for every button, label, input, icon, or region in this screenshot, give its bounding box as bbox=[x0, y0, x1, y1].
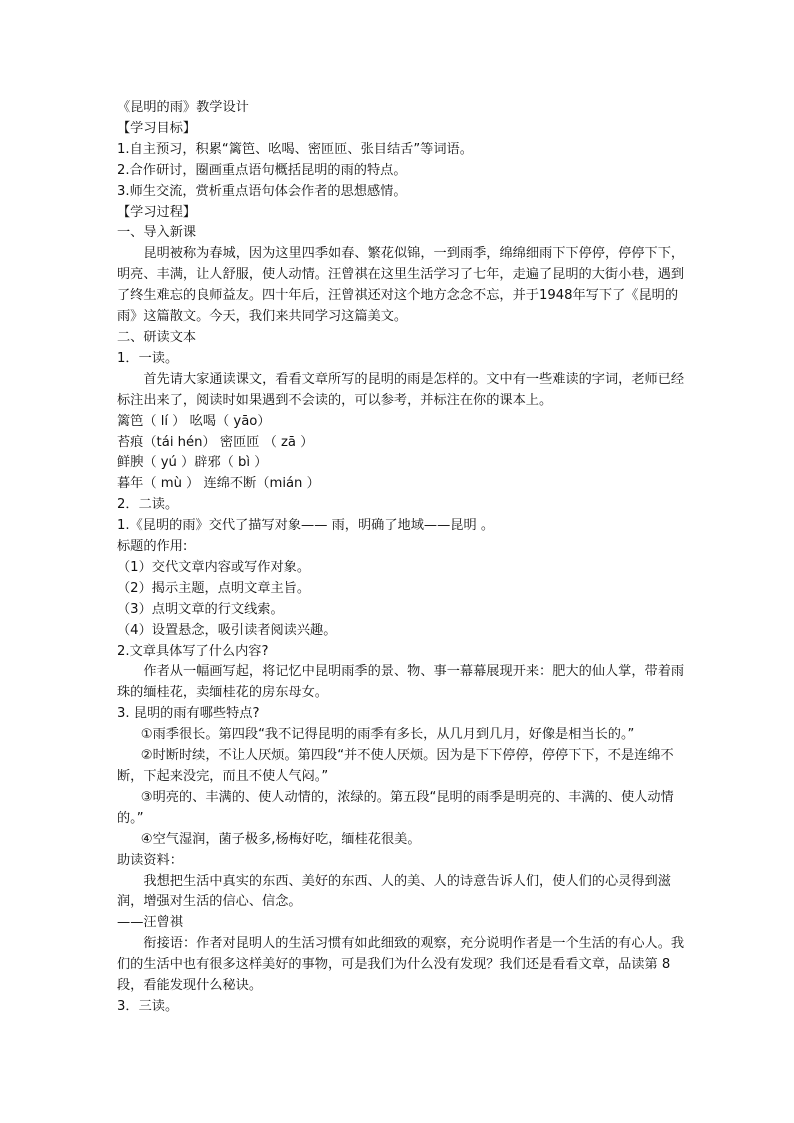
document-page bbox=[117, 98, 687, 1018]
process-heading: 【学习过程】 bbox=[117, 204, 197, 220]
section-heading: 一、导入新课 bbox=[117, 225, 197, 241]
title-role-item: （3）点明文章的行文线索。 bbox=[117, 601, 284, 617]
quote-author: ——汪曾祺 bbox=[117, 915, 183, 931]
question: 3. 昆明的雨有哪些特点? bbox=[117, 706, 260, 722]
title-role-item: （1）交代文章内容或写作对象。 bbox=[117, 559, 311, 575]
vocab-line: 鲜腴（ yú ）辟邪（ bì ） bbox=[117, 455, 268, 471]
answer-paragraph: 作者从一幅画写起，将记忆中昆明雨季的景、物、事一幕幕展现开来：肥大的仙人掌，带着雨珠的缅桂花，卖缅桂花的房东母女。 bbox=[117, 664, 685, 701]
step-heading: 2．二读。 bbox=[117, 497, 179, 513]
goal-item: 2.合作研讨，圈画重点语句概括昆明的雨的特点。 bbox=[117, 162, 407, 178]
vocab-line: 暮年（ mù ） 连绵不断（mián ） bbox=[117, 476, 320, 492]
aid-quote: 我想把生活中真实的东西、美好的东西、人的美、人的诗意告诉人们，使人们的心灵得到滋润，增强对生活的信心、信念。 bbox=[117, 873, 671, 910]
title-role-item: （2）揭示主题，点明文章主旨。 bbox=[117, 580, 311, 596]
vocab-line: 苔痕（tái hén） 密匝匝 （ zā ） bbox=[117, 434, 314, 450]
goals-heading: 【学习目标】 bbox=[117, 120, 197, 136]
question: 2.文章具体写了什么内容? bbox=[117, 643, 269, 659]
reading-paragraph: 首先请大家通读课文，看看文章所写的昆明的雨是怎样的。文中有一些难读的字词，老师已经标注出来了，阅读时如果遇到不会读的，可以参考，并标注在你的课本上。 bbox=[117, 371, 685, 408]
step-heading: 1．一读。 bbox=[117, 350, 179, 366]
feature-point: ④空气湿润，菌子极多,杨梅好吃，缅桂花很美。 bbox=[140, 831, 421, 847]
intro-paragraph: 昆明被称为春城，因为这里四季如春、繁花似锦，一到雨季，绵绵细雨下下停停，停停下下，明亮、丰满，让人舒服，使人动情。汪曾祺在这里生活学习了七年，走遍了昆明的大街小巷，遇到了终生难忘的良师益友。四十年后，汪曾祺还对这个地方念念不忘，并于1948年写下了《昆明的雨》这篇散文。今天，我们来共同学习这篇美文。 bbox=[117, 246, 685, 325]
feature-point: ③明亮的、丰满的、使人动情的，浓绿的。第五段“昆明的雨季是明亮的、丰满的、使人动情的。” bbox=[117, 789, 674, 826]
step-heading: 3．三读。 bbox=[117, 998, 179, 1014]
subheading: 标题的作用: bbox=[117, 539, 188, 555]
goal-item: 1.自主预习，积累“篱笆、吆喝、密匝匝、张目结舌”等词语。 bbox=[117, 141, 473, 157]
vocab-line: 篱笆（ lí ） 吆喝（ yāo） bbox=[117, 413, 271, 429]
question: 1.《昆明的雨》交代了描写对象—— 雨，明确了地域——昆明 。 bbox=[117, 518, 495, 534]
transition-paragraph: 衔接语：作者对昆明人的生活习惯有如此细致的观察，充分说明作者是一个生活的有心人。我们的生活中也有很多这样美好的事物，可是我们为什么没有发现？我们还是看看文章，品读第 8段，看能发现什么秘诀。 bbox=[117, 936, 685, 994]
goal-item: 3.师生交流，赏析重点语句体会作者的思想感情。 bbox=[117, 183, 407, 199]
subheading: 助读资料： bbox=[117, 852, 183, 868]
section-heading: 二、研读文本 bbox=[117, 329, 197, 345]
feature-point: ①雨季很长。第四段“我不记得昆明的雨季有多长，从几月到几月，好像是相当长的。” bbox=[140, 727, 635, 743]
title-role-item: （4）设置悬念，吸引读者阅读兴趣。 bbox=[117, 622, 337, 638]
document-title: 《昆明的雨》教学设计 bbox=[117, 100, 249, 115]
feature-point: ②时断时续，不让人厌烦。第四段“并不使人厌烦。因为是下下停停，停停下下，不是连绵不断，下起来没完，而且不使人气闷。” bbox=[117, 748, 674, 784]
